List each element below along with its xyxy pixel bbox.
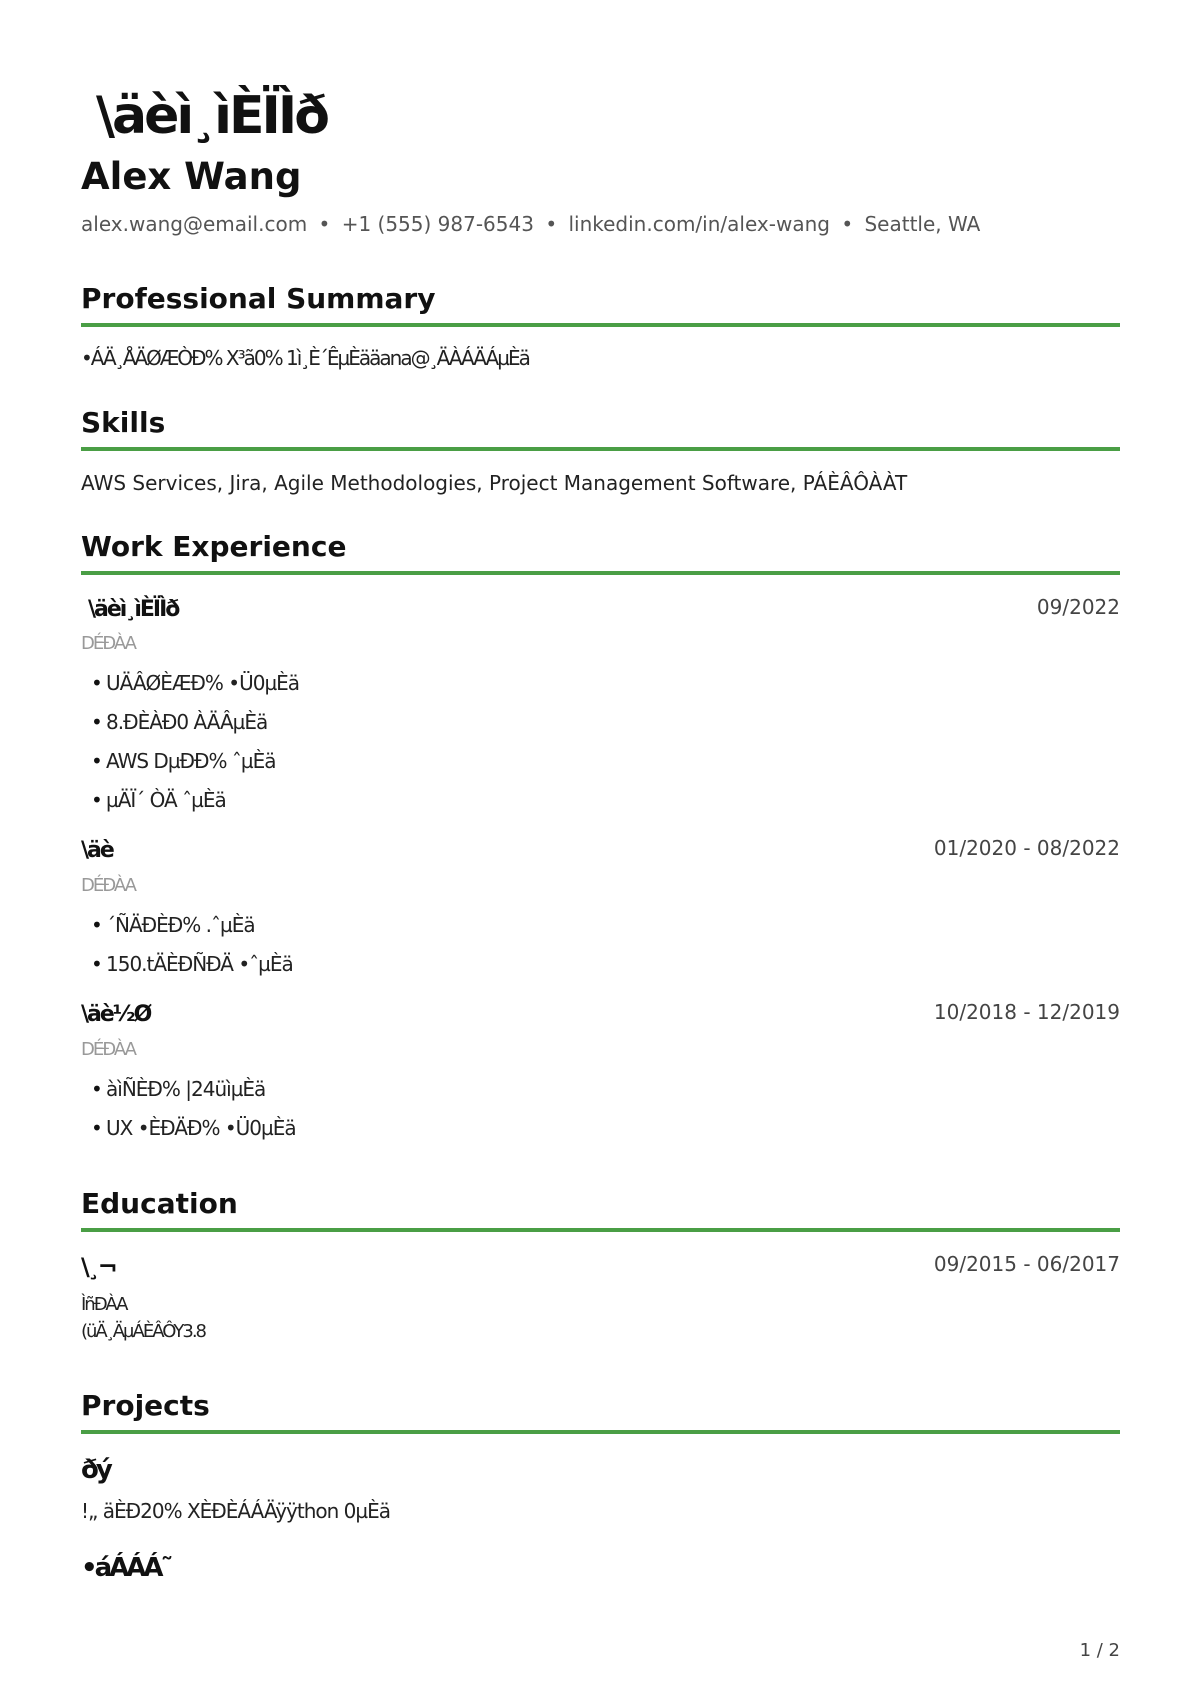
- job-bullet-text: 8.ÐÈÀÐ0 ÀÄÂµÈä: [106, 710, 268, 734]
- section-title-education: Education: [81, 1187, 238, 1220]
- education-degree: ÌñÐÀA: [81, 1294, 127, 1315]
- project-title: •áÁÁÁ˜: [81, 1553, 171, 1583]
- contact-separator: •: [841, 212, 854, 236]
- contact-separator: •: [318, 212, 331, 236]
- job-bullet-text: 150.tÄÈÐÑÐÄ •ˆµÈä: [106, 952, 293, 976]
- job-bullet-text: ´ÑÄÐÈÐ% .ˆµÈä: [106, 913, 255, 937]
- job-company: DÉÐÀA: [81, 633, 135, 654]
- section-title-summary: Professional Summary: [81, 282, 436, 315]
- job-date: 10/2018 - 12/2019: [933, 1000, 1120, 1024]
- job-title: \äè: [81, 838, 113, 863]
- job-date: 01/2020 - 08/2022: [933, 836, 1120, 860]
- job-bullet: [91, 913, 255, 937]
- contact-phone: +1 (555) 987-6543: [341, 212, 534, 236]
- contact-email: alex.wang@email.com: [81, 212, 308, 236]
- section-divider: [81, 323, 1120, 327]
- job-date: 09/2022: [1036, 595, 1120, 619]
- page-number: 1 / 2: [1079, 1640, 1120, 1661]
- job-bullet-text: AWS DµÐÐ% ˆµÈä: [106, 749, 276, 773]
- job-title: \äè½Ø: [81, 1002, 151, 1027]
- section-divider: [81, 1228, 1120, 1232]
- job-bullet: [91, 671, 299, 695]
- education-gpa: (üÄ¸ÄµÁÈÂÔY3.8: [81, 1321, 205, 1342]
- job-bullet: [91, 788, 226, 812]
- summary-text: •ÁÄ¸ÅÄØÆÒÐ% X³ã0% 1ì¸È´ÊµÈääana@¸ÄÀÁÄÁµÈä: [81, 346, 529, 370]
- education-school: \¸¬: [81, 1253, 116, 1281]
- job-bullet-text: àìÑÈÐ% |24üìµÈä: [106, 1077, 266, 1101]
- contact-linkedin: linkedin.com/in/alex-wang: [568, 212, 830, 236]
- job-bullet-text: UX •ÈÐÄÐ% •Ü0µÈä: [106, 1116, 296, 1140]
- project-title: ðý: [81, 1455, 110, 1485]
- job-bullet: [91, 710, 267, 734]
- section-divider: [81, 571, 1120, 575]
- job-bullet: [91, 749, 276, 773]
- contact-separator: •: [545, 212, 558, 236]
- section-title-experience: Work Experience: [81, 530, 347, 563]
- job-company: DÉÐÀA: [81, 1039, 135, 1060]
- job-bullet-text: µÄÏ´ ÒÄ ˆµÈä: [106, 788, 226, 812]
- candidate-name: Alex Wang: [81, 155, 302, 198]
- job-bullet: [91, 952, 293, 976]
- job-bullet: [91, 1116, 296, 1140]
- job-title: \äèì¸ìÈÏÌð: [88, 597, 179, 622]
- contact-line: [81, 212, 980, 236]
- section-title-projects: Projects: [81, 1389, 210, 1422]
- section-divider: [81, 447, 1120, 451]
- skills-text: AWS Services, Jira, Agile Methodologies, Project Management Software, PÁÈÂÔÀÀT: [81, 471, 908, 495]
- job-bullet: [91, 1077, 265, 1101]
- project-description: !„ äÈÐ20% XÈÐÈÁÁÄÿÿthon 0µÈä: [81, 1499, 391, 1523]
- job-company: DÉÐÀA: [81, 875, 135, 896]
- job-bullet-text: UÄÂØÈÆÐ% •Ü0µÈä: [106, 671, 300, 695]
- section-title-skills: Skills: [81, 406, 166, 439]
- resume-garbled-heading: \äèì¸ìÈÏÌð: [96, 86, 327, 146]
- education-date: 09/2015 - 06/2017: [933, 1252, 1120, 1276]
- contact-location: Seattle, WA: [864, 212, 981, 236]
- section-divider: [81, 1430, 1120, 1434]
